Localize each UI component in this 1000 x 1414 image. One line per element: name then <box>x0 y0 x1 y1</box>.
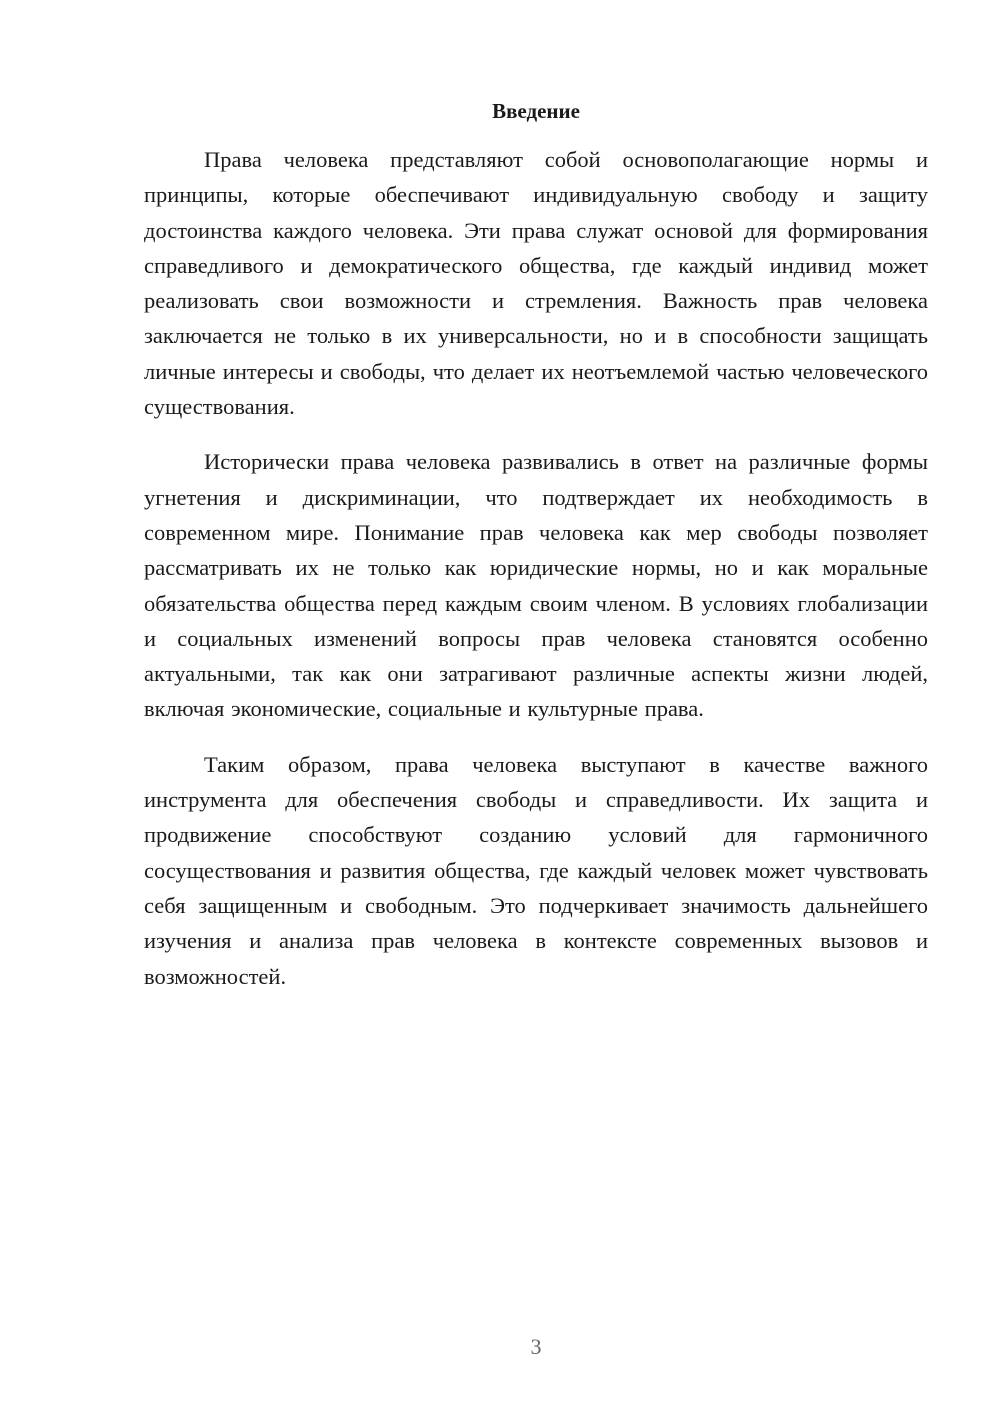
paragraph-2: Исторически права человека развивались в ответ на различные формы угнетения и дискриминации, что подтверждает их необходимость в современном мире. Понимание прав человека как мер свободы позволяет рассматривать их не только как юридические нормы, но и как моральные обязательства общества перед каждым своим членом. В условиях глобализации и социальных изменений вопросы прав человека становятся особенно актуальными, так как они затрагивают различные аспекты жизни людей, включая экономические, социальные и культурные права. <box>144 449 928 722</box>
paragraph-1: Права человека представляют собой основополагающие нормы и принципы, которые обеспечивают индивидуальную свободу и защиту достоинства каждого человека. Эти права служат основой для формирования справедливого и демократического общества, где каждый индивид может реализовать свои возможности и стремления. Важность прав человека заключается не только в их универсальности, но и в способности защищать личные интересы и свободы, что делает их неотъемлемой частью человеческого существования. <box>144 147 928 420</box>
section-title: Введение <box>492 99 580 123</box>
body-text <box>144 142 928 1014</box>
page-number: 3 <box>530 1334 542 1359</box>
paragraph-3: Таким образом, права человека выступают в качестве важного инструмента для обеспечения свободы и справедливости. Их защита и продвижение способствуют созданию условий для гармоничного сосуществования и развития общества, где каждый человек может чувствовать себя защищенным и свободным. Это подчеркивает значимость дальнейшего изучения и анализа прав человека в контексте современных вызовов и возможностей. <box>144 751 928 989</box>
